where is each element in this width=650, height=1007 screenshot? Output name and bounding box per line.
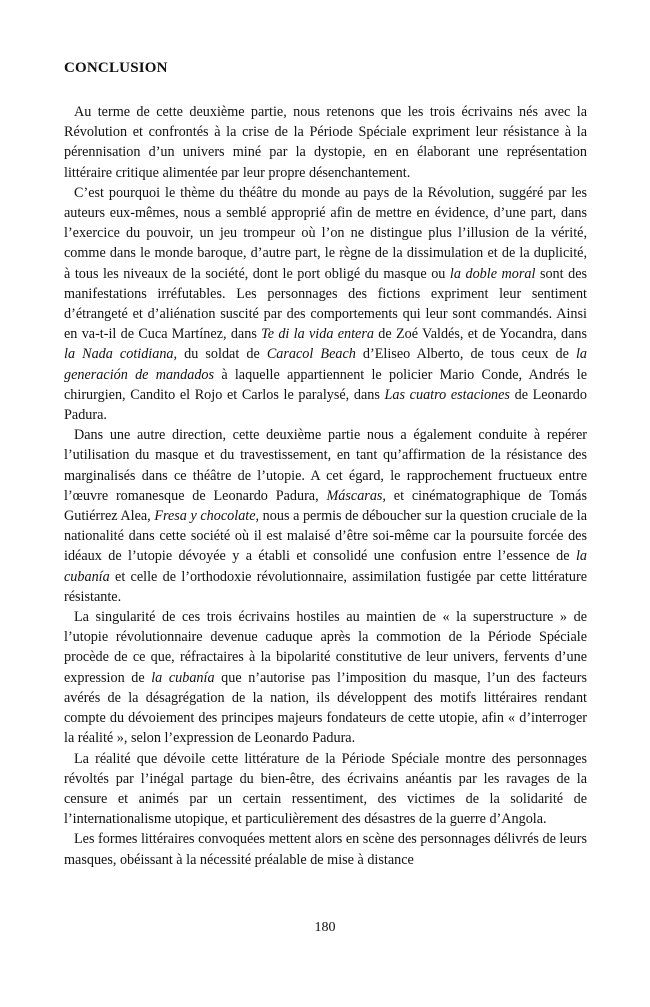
italic-title: Caracol Beach — [266, 346, 356, 363]
italic-title: Máscaras, — [326, 487, 386, 504]
paragraph — [64, 607, 587, 748]
italic-title: la generación de mandados — [64, 346, 588, 383]
paragraph — [64, 183, 587, 425]
text-run: à laquelle appartiennent le policier Mario Conde, Andrés le chirurgien, Candito el Rojo et Carlos le paralysé, dans — [64, 366, 588, 403]
text-run: sont des manifestations irréfutables. Les personnages des fictions expriment leur sentiment d’étrangeté et d’aliénation suscité par des comportements qui leur sont commandés. Ainsi en va-t-il de Cuca Martínez, dans — [64, 265, 588, 343]
page-number: 180 — [314, 920, 336, 935]
italic-title: Fresa y chocolate, — [154, 508, 260, 525]
italic-title: Te di la vida entera — [261, 326, 374, 343]
document-page — [64, 58, 587, 870]
body-text — [64, 102, 587, 870]
text-run: d’Eliseo Alberto, de tous ceux de — [355, 346, 576, 363]
italic-title: la cubanía — [64, 548, 587, 585]
text-run: de Leonardo Padura. — [64, 386, 587, 424]
text-run: et celle de l’orthodoxie révolutionnaire, assimilation fustigée par cette littérature résistante. — [64, 568, 587, 605]
italic-title: la cubanía — [151, 669, 215, 686]
italic-title: la Nada cotidiana, — [64, 346, 178, 363]
paragraph — [64, 749, 587, 830]
text-run: Les formes littéraires convoquées mettent alors en scène des personnages délivrés de leurs masques, obéissant à la nécessité préalable de mise à distance — [64, 831, 587, 868]
text-run: Au terme de cette deuxième partie, nous retenons que les trois écrivains nés avec la Révolution et confrontés à la crise de la Période Spéciale expriment leur résistance à la pérennisation d’un univers miné par la dystopie, en en élaborant une représentation littéraire critique alimentée par leur propre désenchantement. — [64, 104, 587, 181]
italic-title: Las cuatro estaciones — [384, 386, 510, 403]
italic-title: la doble moral — [449, 265, 536, 282]
text-run: La réalité que dévoile cette littérature de la Période Spéciale montre des personnages révoltés par l’inégal partage du bien-être, des écrivains anéantis par les ravages de la censure et animés par un certain ressentiment, des victimes de la solidarité de l’internationalisme utopique, et particulièrement des désastres de la guerre d’Angola. — [64, 750, 587, 828]
text-run: C’est pourquoi le thème du théâtre du monde au pays de la Révolution, suggéré par les auteurs eux-mêmes, nous a semblé approprié afin de mettre en évidence, d’une part, dans l’exercice du pouvoir, un jeu trompeur où l’on ne distingue plus l’illusion de la vérité, comme dans le monde baroque, d’autre part, le règne de la dissimulation et de la duplicité, à tous les niveaux de la société, dont le port obligé du masque ou — [64, 184, 587, 282]
text-run: de Zoé Valdés, et de Yocandra, dans — [373, 326, 587, 343]
text-run: que n’autorise pas l’imposition du masque, l’un des facteurs avérés de la désagrégation de la nation, ils développent des motifs littéraires rendant compte du dévoiement des principes majeurs fondateurs de cette utopie, afin « d’interroger la réalité », selon l’expression de Leonardo Padura. — [64, 669, 587, 747]
text-run: du soldat de — [177, 346, 267, 363]
text-run: Dans une autre direction, cette deuxième partie nous a également conduite à repérer l’utilisation du masque et du travestissement, en tant qu’affirmation de la résistance des marginalisés dans ce théâtre de l’utopie. A cet égard, le rapprochement fructueux entre l’œuvre romanesque de Leonardo Padura, — [64, 427, 587, 504]
paragraph — [64, 425, 587, 607]
section-heading: CONCLUSION — [64, 60, 168, 76]
text-run: La singularité de ces trois écrivains hostiles au maintien de « la superstructure » de l’utopie révolutionnaire devenue caduque après la commotion de la Période Spéciale procède de ce que, réfractaires à la bipolarité constitutive de leur univers, fervents d’une expression de — [64, 609, 587, 686]
text-run: et cinématographique de Tomás Gutiérrez Alea, — [64, 487, 587, 525]
paragraph — [64, 829, 587, 869]
paragraph — [64, 102, 587, 183]
text-run: nous a permis de déboucher sur la question cruciale de la nationalité dans cette société où il est malaisé d’être soi-même car la poursuite forcée des idéaux de l’utopie dévoyée y a établi et consolidé une confusion entre l’essence de — [64, 508, 587, 565]
